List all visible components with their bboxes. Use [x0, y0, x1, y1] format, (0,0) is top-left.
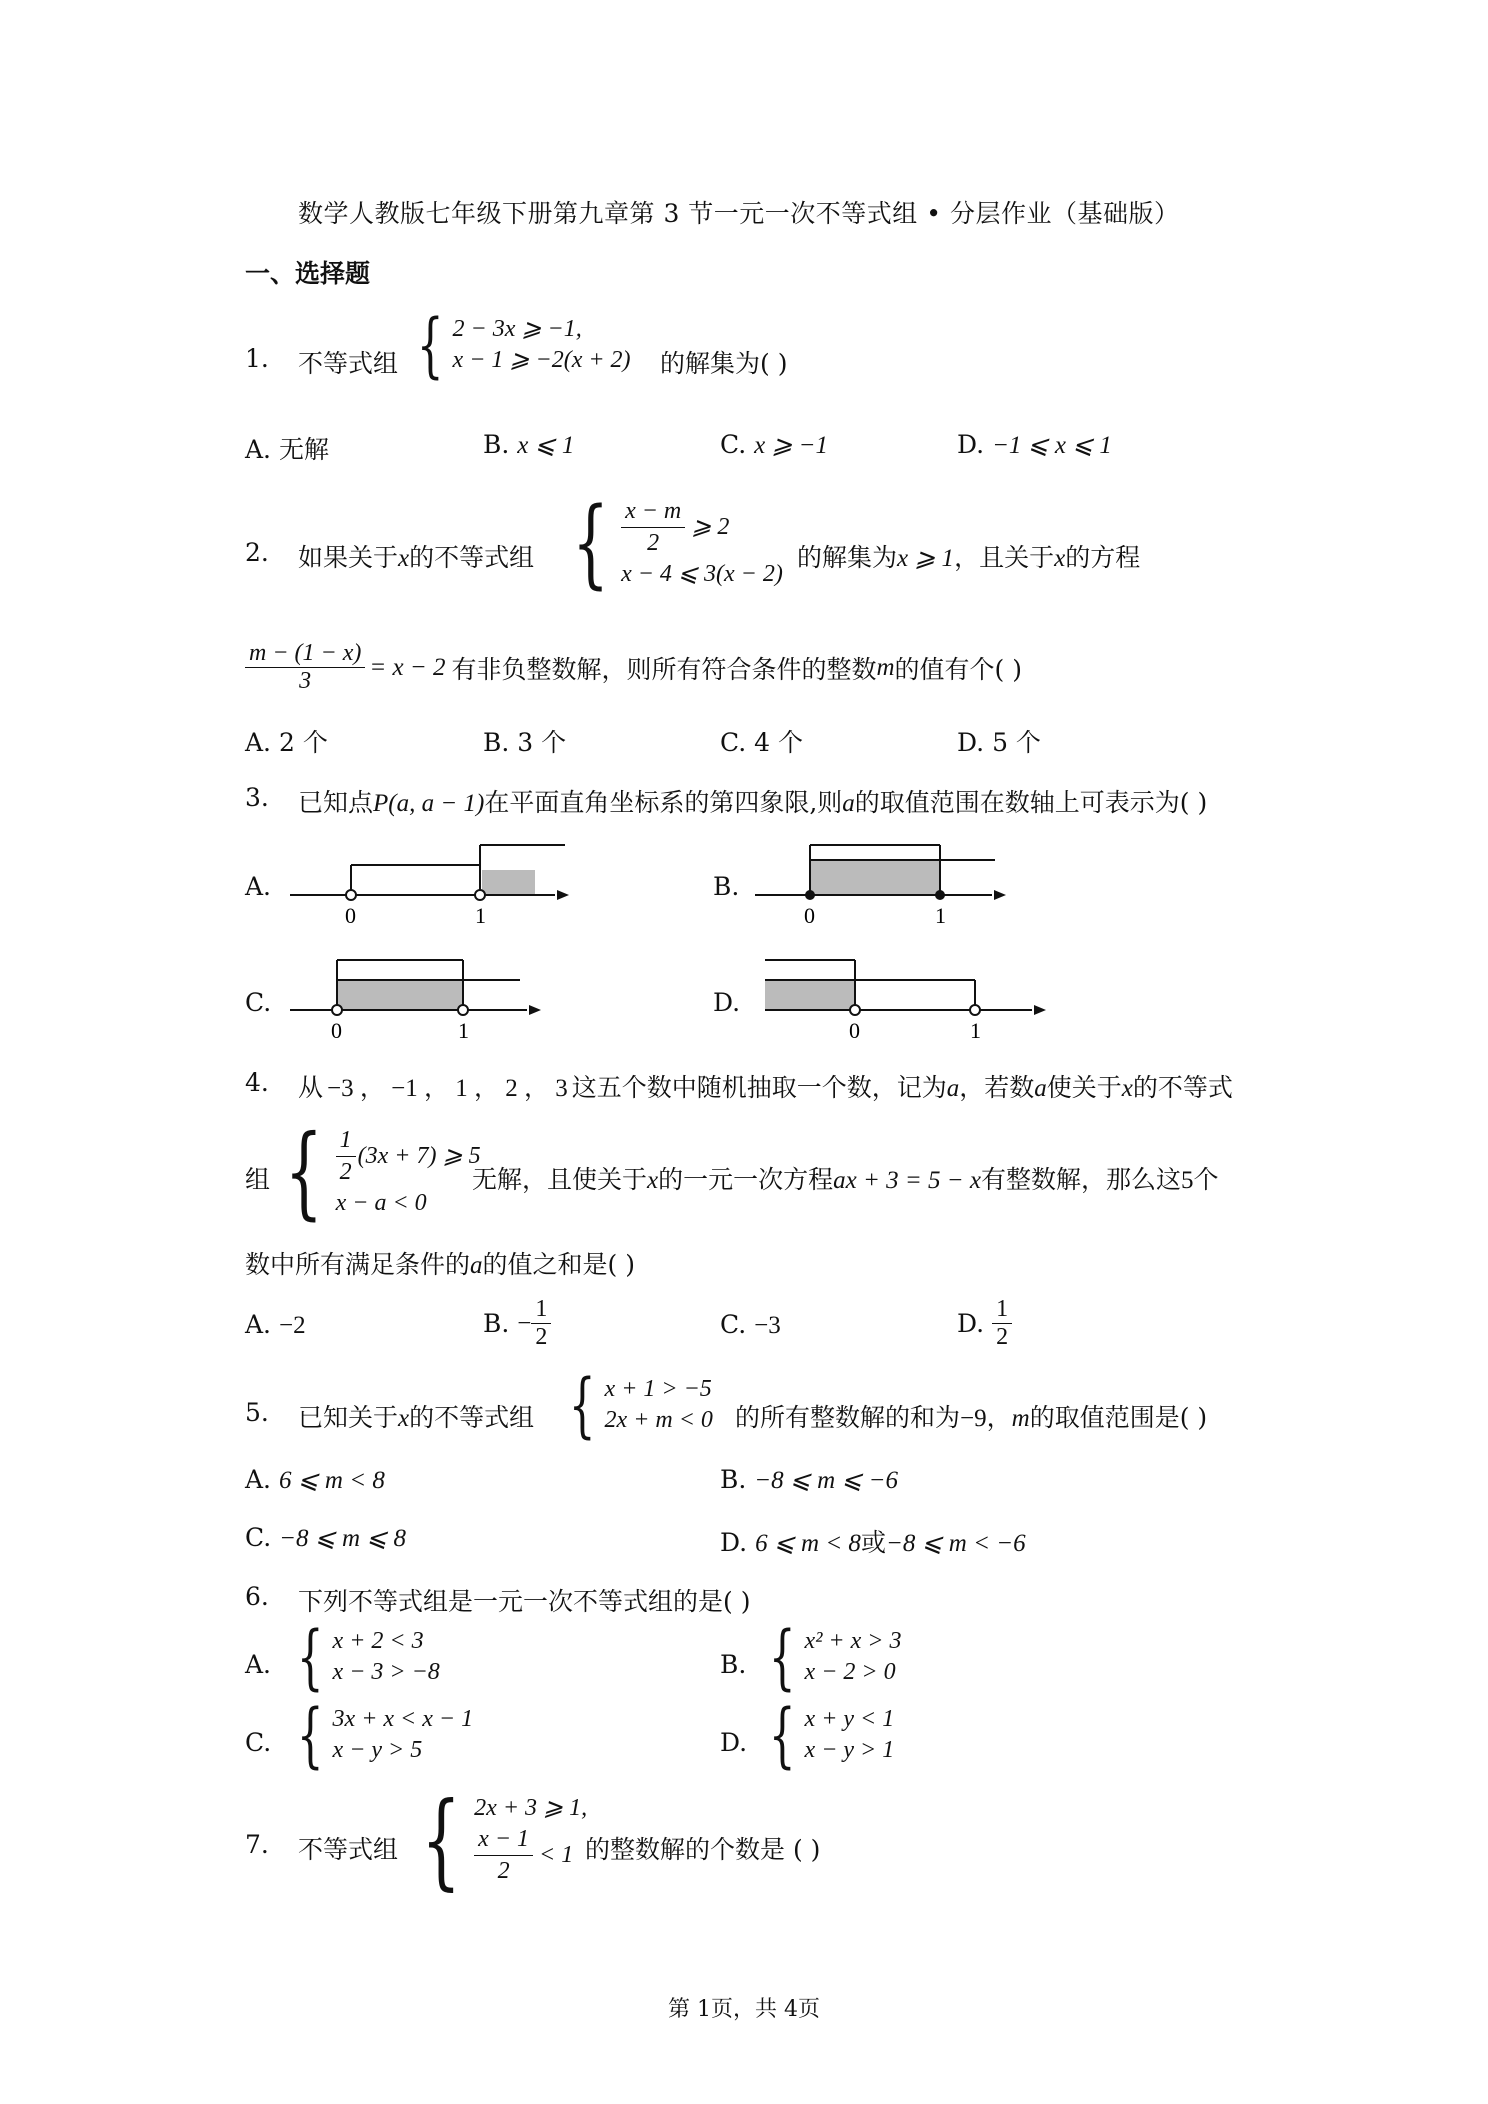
q6-option-b-label: B.: [720, 1650, 747, 1679]
q7-number: 7.: [245, 1830, 269, 1859]
q1-option-d: D. −1 ⩽ x ⩽ 1: [957, 430, 1112, 459]
q4-option-a: A. −2: [245, 1310, 306, 1339]
q4-option-d: D. $\frac{1}{2}$: [957, 1296, 1012, 1351]
q2-system: { $\frac{x - m}{2}$ ⩾ 2 x − 4 ⩽ 3(x − 2): [572, 487, 783, 599]
q6-option-d-system: { x + y < 1 x − y > 1: [768, 1694, 895, 1776]
q6-option-b-system: { x² + x > 3 x − 2 > 0: [768, 1616, 902, 1698]
tick-label-one: 1: [970, 1018, 981, 1043]
q5-option-c: C. −8 ⩽ m ⩽ 8: [245, 1523, 406, 1552]
q3-number-line-b: [750, 840, 1010, 930]
q4-system: { $\frac{1}{2}$ (3x + 7) ⩾ 5 x − a < 0: [284, 1113, 481, 1230]
q2-lead: 如果关于x的不等式组: [298, 543, 535, 572]
brace-icon: {: [572, 487, 609, 599]
tick-label-zero: 0: [804, 903, 815, 928]
q2-line2: x − 4 ⩽ 3(x − 2): [621, 561, 783, 588]
brace-icon: {: [296, 1616, 324, 1698]
tick-label-one: 1: [458, 1018, 469, 1043]
q7-tail: 的整数解的个数是 ( ): [585, 1835, 821, 1864]
q3-text: 已知点P(a, a − 1)在平面直角坐标系的第四象限,则a的取值范围在数轴上可表示为( ): [298, 788, 1208, 817]
q7-system: { 2x + 3 ⩾ 1, $\frac{x - 1}{2}$ < 1: [421, 1779, 588, 1901]
q1-line1: 2 − 3x ⩾ −1,: [452, 315, 582, 342]
q3-number-line-a: [285, 840, 585, 930]
q3-number: 3.: [245, 783, 269, 812]
q7-line1: 2x + 3 ⩾ 1,: [474, 1794, 588, 1821]
q4-half-fraction: $\frac{1}{2}$: [336, 1125, 356, 1188]
q2-option-a: A. 2 个: [245, 728, 328, 757]
q6-option-c-label: C.: [245, 1728, 272, 1757]
q1-option-b: B. x ⩽ 1: [483, 430, 575, 459]
q3-option-c-label: C.: [245, 988, 272, 1017]
q2-number: 2.: [245, 538, 269, 567]
q5-tail: 的所有整数解的和为−9，m的取值范围是( ): [735, 1403, 1208, 1432]
q2-tail: 的解集为x ⩾ 1，且关于x的方程: [797, 543, 1141, 572]
q6-text: 下列不等式组是一元一次不等式组的是( ): [298, 1587, 751, 1616]
q3-number-line-d: [760, 955, 1060, 1045]
brace-icon: {: [421, 1779, 461, 1901]
q1-tail: 的解集为( ): [660, 349, 788, 378]
q1-system: [408, 304, 631, 386]
q2-fraction: $\frac{x - m}{2}$: [621, 496, 685, 559]
q1-number: 1.: [245, 344, 269, 373]
q7-lead: 不等式组: [298, 1835, 399, 1864]
q3-number-line-c: [285, 955, 545, 1045]
q6-option-a-label: A.: [245, 1650, 272, 1679]
q4-line2: x − a < 0: [335, 1190, 427, 1217]
q4-zu: 组: [245, 1165, 271, 1194]
section-heading: 一、选择题: [245, 259, 371, 288]
q5-system: [560, 1364, 713, 1446]
q1-option-c: C. x ⩾ −1: [720, 430, 829, 459]
q5-option-b: B. −8 ⩽ m ⩽ −6: [720, 1465, 898, 1494]
q5-option-a: A. 6 ⩽ m < 8: [245, 1465, 385, 1494]
q4-option-c: C. −3: [720, 1310, 781, 1339]
q2-option-c: C. 4 个: [720, 728, 803, 757]
q3-option-a-label: A.: [245, 872, 272, 901]
q1-line2: x − 1 ⩾ −2(x + 2): [452, 347, 631, 373]
tick-label-zero: 0: [345, 903, 356, 928]
q5-lead: 已知关于x的不等式组: [298, 1403, 535, 1432]
tick-label-one: 1: [475, 903, 486, 928]
q5-line2: 2x + m < 0: [604, 1407, 713, 1433]
q2-option-d: D. 5 个: [957, 728, 1041, 757]
q5-number: 5.: [245, 1398, 269, 1427]
q6-number: 6.: [245, 1582, 269, 1611]
q5-line1: x + 1 > −5: [604, 1375, 712, 1402]
q5-option-d: D. 6 ⩽ m < 8或−8 ⩽ m < −6: [720, 1528, 1026, 1557]
q4-line3: 数中所有满足条件的a的值之和是( ): [245, 1250, 635, 1279]
brace-icon: {: [284, 1113, 323, 1230]
q4-number: 4.: [245, 1068, 269, 1097]
tick-label-one: 1: [935, 903, 946, 928]
q4-line2-tail: 无解，且使关于x的一元一次方程ax + 3 = 5 − x有整数解，那么这5个: [472, 1165, 1219, 1194]
brace-icon: {: [768, 1694, 796, 1776]
q4-line1: 从 −3 ， −1 ， 1 ， 2 ， 3 这五个数中随机抽取一个数，记为a，若数a使关于x的不等式: [298, 1073, 1233, 1102]
q1-lead: 不等式组: [298, 349, 399, 378]
q3-option-d-label: D.: [713, 988, 741, 1017]
brace-icon: {: [568, 1364, 596, 1446]
page-title: 数学人教版七年级下册第九章第 3 节一元一次不等式组 • 分层作业（基础版）: [298, 199, 1180, 228]
q2-option-b: B. 3 个: [483, 728, 567, 757]
brace-icon: {: [768, 1616, 796, 1698]
q6-option-a-system: { x + 2 < 3 x − 3 > −8: [296, 1616, 440, 1698]
q6-option-d-label: D.: [720, 1728, 748, 1757]
page-footer: 第 1页，共 4页: [668, 1997, 820, 2022]
q2-line2: $\frac{m - (1 - x)}{3}$ = x − 2 有非负整数解，则所有符合条件的整数 m 的值有个( ): [245, 640, 1022, 695]
brace-icon: {: [296, 1694, 324, 1776]
tick-label-zero: 0: [849, 1018, 860, 1043]
q3-option-b-label: B.: [713, 872, 740, 901]
q1-option-a: A. 无解: [245, 435, 329, 464]
q4-option-b: B. − $\frac{1}{2}$: [483, 1296, 551, 1351]
tick-label-zero: 0: [331, 1018, 342, 1043]
brace-icon: {: [416, 304, 444, 386]
q6-option-c-system: { 3x + x < x − 1 x − y > 5: [296, 1694, 474, 1776]
q7-fraction: $\frac{x - 1}{2}$: [474, 1824, 533, 1887]
q2-lhs-fraction: $\frac{m - (1 - x)}{3}$: [245, 640, 365, 695]
